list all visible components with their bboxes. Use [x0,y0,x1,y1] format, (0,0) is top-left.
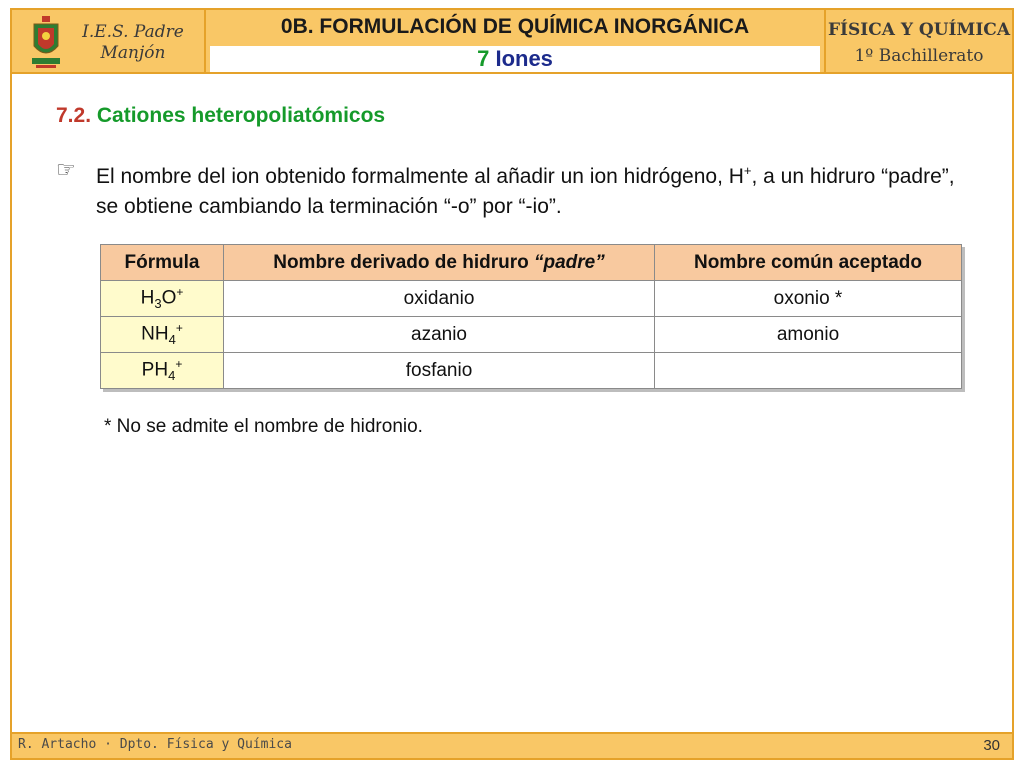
course-subject: FÍSICA Y QUÍMICA [827,20,1011,40]
subtitle-number: 7 [477,46,490,71]
formula-cell: $H_3O^+$ [101,281,224,317]
table-row [101,317,962,353]
common-name-cell: oxonio * [655,281,962,317]
header-derived-italic: “padre” [534,251,605,273]
header-derived-pre: Nombre derivado de hidruro [273,251,529,273]
school-crest-icon [28,16,64,70]
paragraph-part2: , a un hidruro “padre”, se obtiene cambiando la terminación “-o” por “-io”. [96,165,955,218]
page-title: 0B. FORMULACIÓN DE QUÍMICA INORGÁNICA [280,15,750,38]
derived-name-cell: fosfanio [224,353,655,389]
cations-table [100,244,962,389]
explanation-paragraph [96,156,976,222]
page-number: 30 [983,737,1000,754]
table-row [101,353,962,389]
school-logo-box [10,8,206,74]
common-name-cell [655,353,962,389]
pointing-hand-icon: ☞ [56,158,76,183]
header-derived-name [224,245,655,281]
course-box [824,8,1014,74]
formula-cell: $NH_4^+$ [101,317,224,353]
header-common-name: Nombre común aceptado [655,245,962,281]
school-name-line2: Manjón [100,43,166,63]
school-name-line1: I.E.S. Padre [82,22,184,42]
footer-author: R. Artacho · Dpto. Física y Química [18,737,292,752]
footer-bar [10,732,1014,760]
school-name [68,22,198,64]
table-row [101,281,962,317]
section-title: Cationes heteropoliatómicos [96,104,386,127]
table-header-row [101,245,962,281]
section-heading [56,104,385,128]
paragraph-part1: El nombre del ion obtenido formalmente al añadir un ion hidrógeno, H [96,165,744,188]
section-number: 7.2. [56,104,92,127]
formula-cell: $PH_4^+$ [101,353,224,389]
subtitle-text: Iones [495,46,553,71]
paragraph-sup: + [743,163,752,178]
derived-name-cell: azanio [224,317,655,353]
footnote: * No se admite el nombre de hidronio. [104,416,423,437]
derived-name-cell: oxidanio [224,281,655,317]
common-name-cell: amonio [655,317,962,353]
header-formula: Fórmula [101,245,224,281]
title-box [206,8,824,74]
page-subtitle [210,46,820,72]
course-level: 1º Bachillerato [854,46,984,66]
